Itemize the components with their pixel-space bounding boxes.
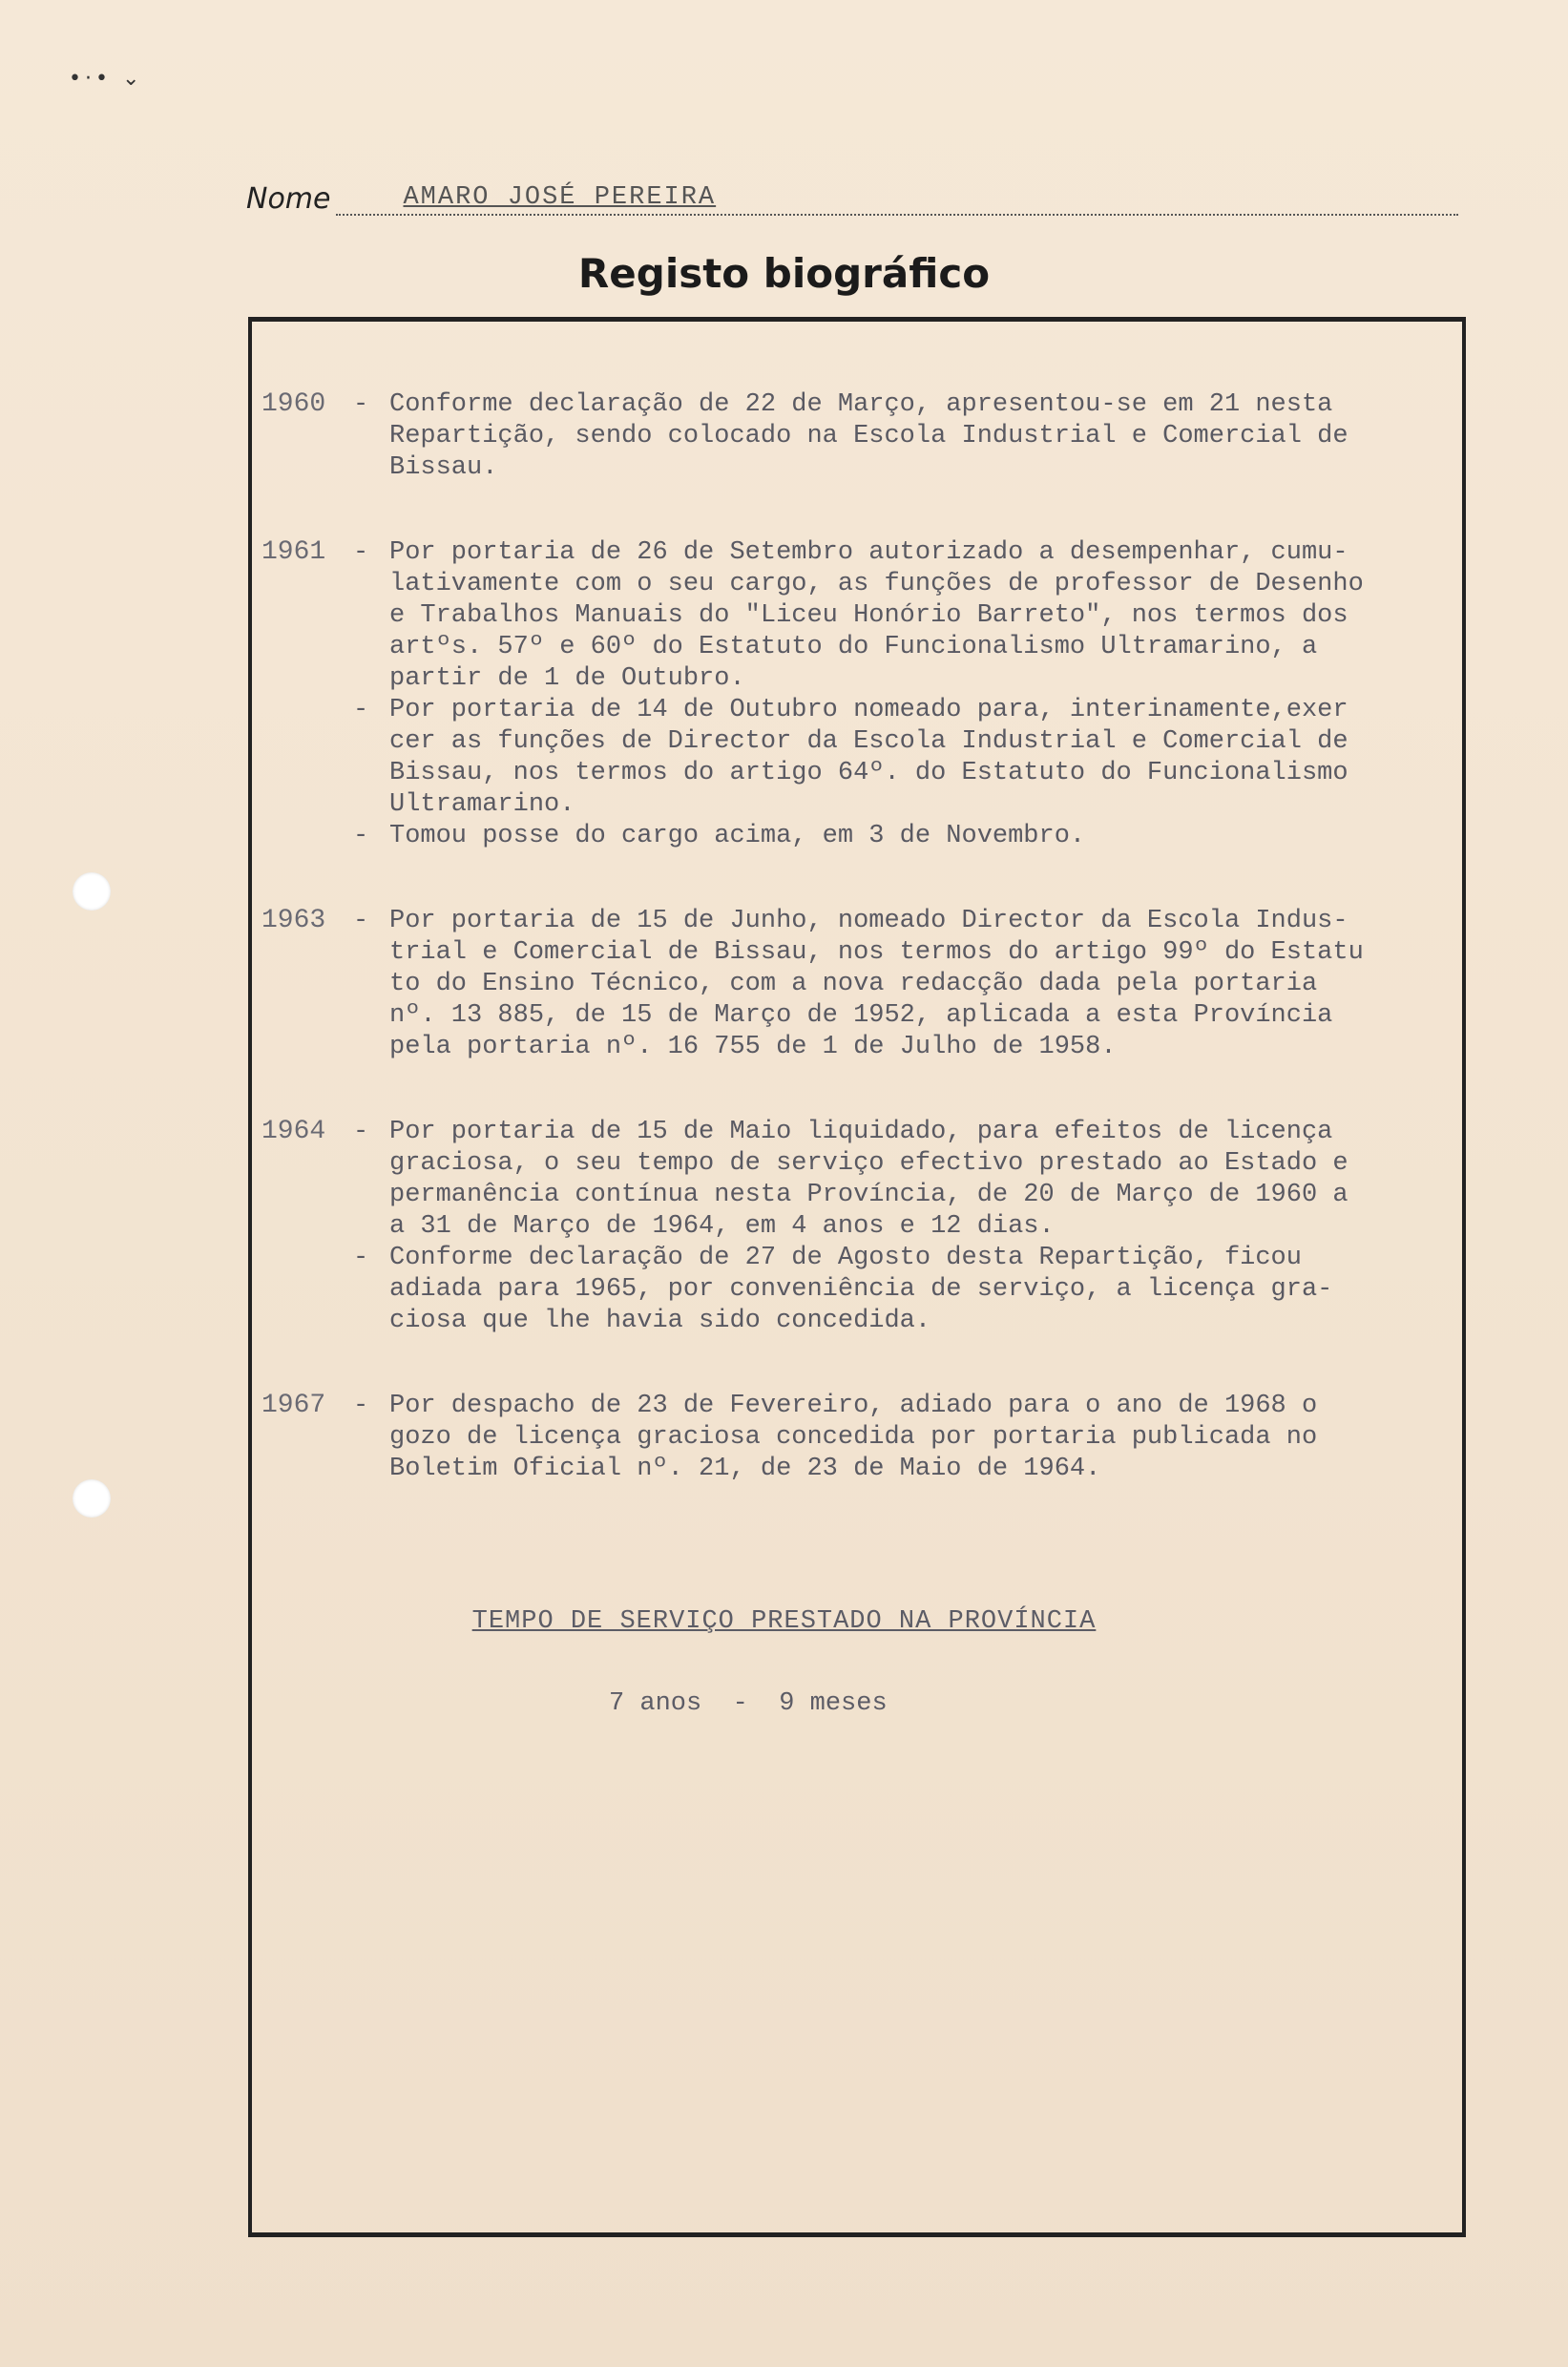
record-entry — [261, 537, 1454, 852]
entry-line: graciosa, o seu tempo de serviço efectivo prestado ao Estado e — [389, 1149, 1348, 1178]
entry-line: artºs. 57º e 60º do Estatuto do Funcionalismo Ultramarino, a — [389, 633, 1318, 661]
entry-line: trial e Comercial de Bissau, nos termos do artigo 99º do Estatu — [389, 938, 1364, 967]
entry-line: lativamente com o seu cargo, as funções de professor de Desenho — [389, 570, 1364, 598]
record-entry — [261, 389, 1454, 484]
name-field — [336, 176, 1458, 216]
entry-line: a 31 de Março de 1964, em 4 anos e 12 dias. — [389, 1212, 1055, 1241]
record-entries — [261, 389, 1454, 1539]
punch-hole-top — [73, 872, 111, 911]
entry-line: adiada para 1965, por conveniência de serviço, a licença gra- — [389, 1275, 1333, 1304]
entry-line: partir de 1 de Outubro. — [389, 664, 745, 693]
entry-line: gozo de licença graciosa concedida por portaria publicada no — [389, 1423, 1318, 1452]
entry-line: Ultramarino. — [389, 790, 575, 819]
name-row — [246, 172, 1458, 216]
record-entry — [261, 1117, 1454, 1337]
entry-line: - Por portaria de 15 de Junho, nomeado Director da Escola Indus- — [261, 906, 1454, 937]
corner-mark: •·• ⌄ — [69, 67, 144, 91]
entry-line: - Conforme declaração de 27 de Agosto desta Repartição, ficou — [261, 1243, 1454, 1274]
entry-year: 1961 — [261, 537, 326, 567]
entry-line: ciosa que lhe havia sido concedida. — [389, 1307, 931, 1335]
entry-line: - Por portaria de 15 de Maio liquidado, para efeitos de licença — [261, 1117, 1454, 1148]
entry-year: 1967 — [261, 1391, 326, 1420]
service-duration: 7 anos - 9 meses — [609, 1689, 888, 1718]
name-label: Nome — [246, 182, 331, 216]
entry-line: to do Ensino Técnico, com a nova redacção dada pela portaria — [389, 970, 1318, 998]
entry-line: - Tomou posse do cargo acima, em 3 de Novembro. — [261, 821, 1454, 852]
entry-line: - Por portaria de 26 de Setembro autorizado a desempenhar, cumu- — [261, 537, 1454, 569]
entry-line: cer as funções de Director da Escola Industrial e Comercial de — [389, 727, 1348, 756]
entry-line: nº. 13 885, de 15 de Março de 1952, aplicada a esta Província — [389, 1001, 1333, 1030]
entry-line: - Por portaria de 14 de Outubro nomeado para, interinamente,exer — [261, 695, 1454, 726]
service-heading: TEMPO DE SERVIÇO PRESTADO NA PROVÍNCIA — [471, 1607, 1097, 1636]
entry-line: - Conforme declaração de 22 de Março, apresentou-se em 21 nesta — [261, 389, 1454, 421]
entry-line: - Por despacho de 23 de Fevereiro, adiado para o ano de 1968 o — [261, 1391, 1454, 1422]
entry-line: pela portaria nº. 16 755 de 1 de Julho de 1958. — [389, 1033, 1117, 1061]
entry-year: 1964 — [261, 1117, 326, 1146]
entry-line: Bissau. — [389, 453, 498, 482]
record-entry — [261, 1391, 1454, 1485]
record-entry — [261, 906, 1454, 1063]
entry-line: Boletim Oficial nº. 21, de 23 de Maio de 1964. — [389, 1455, 1101, 1483]
name-value: AMARO JOSÉ PEREIRA — [403, 183, 717, 212]
entry-line: permanência contínua nesta Província, de 20 de Março de 1960 a — [389, 1181, 1348, 1209]
entry-line: Bissau, nos termos do artigo 64º. do Estatuto do Funcionalismo — [389, 759, 1348, 787]
page-title: Registo biográfico — [577, 250, 991, 297]
entry-year: 1960 — [261, 389, 326, 419]
entry-line: e Trabalhos Manuais do "Liceu Honório Barreto", nos termos dos — [389, 601, 1348, 630]
entry-line: Repartição, sendo colocado na Escola Industrial e Comercial de — [389, 422, 1348, 450]
punch-hole-bottom — [73, 1479, 111, 1518]
entry-year: 1963 — [261, 906, 326, 935]
